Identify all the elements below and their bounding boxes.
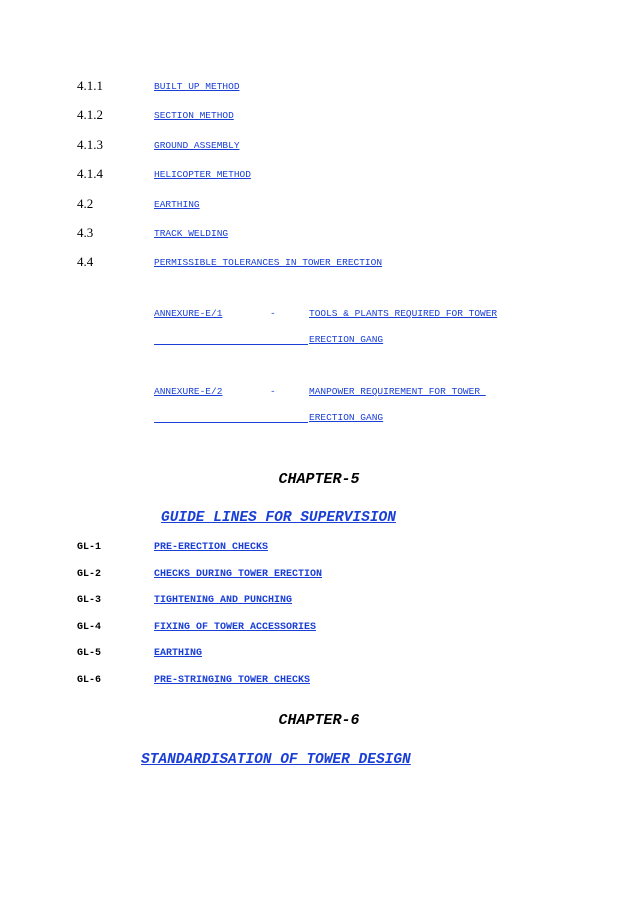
guideline-link[interactable]: EARTHING bbox=[154, 648, 203, 659]
section-number: 4.4 bbox=[77, 254, 94, 269]
annexure-dash: - bbox=[270, 386, 276, 397]
section-link[interactable]: PERMISSIBLE TOLERANCES IN TOWER ERECTION bbox=[154, 257, 383, 268]
guideline-link[interactable]: PRE-ERECTION CHECKS bbox=[154, 542, 269, 553]
section-link[interactable]: TRACK WELDING bbox=[154, 228, 229, 239]
toc-row bbox=[0, 225, 638, 245]
guideline-number: GL-1 bbox=[77, 542, 102, 553]
section-link[interactable]: EARTHING bbox=[154, 199, 200, 210]
section-number: 4.1.2 bbox=[77, 107, 103, 122]
guideline-number: GL-3 bbox=[77, 595, 102, 606]
annexure-dash: - bbox=[270, 308, 276, 319]
guideline-number: GL-2 bbox=[77, 569, 102, 580]
section-number: 4.3 bbox=[77, 225, 94, 240]
section-link[interactable]: BUILT UP METHOD bbox=[154, 81, 240, 92]
guideline-number: GL-6 bbox=[77, 675, 102, 686]
guideline-number: GL-4 bbox=[77, 622, 102, 633]
annexure-row bbox=[0, 308, 638, 328]
annexure-underline bbox=[154, 344, 308, 345]
chapter-heading: CHAPTER-5 bbox=[278, 471, 360, 488]
section-link[interactable]: GROUND ASSEMBLY bbox=[154, 140, 240, 151]
toc-row bbox=[0, 137, 638, 157]
guideline-row bbox=[0, 622, 638, 642]
section-link[interactable]: SECTION METHOD bbox=[154, 110, 234, 121]
annexure-title[interactable]: TOOLS & PLANTS REQUIRED FOR TOWER bbox=[309, 308, 498, 319]
toc-row bbox=[0, 107, 638, 127]
guideline-row bbox=[0, 542, 638, 562]
guideline-number: GL-5 bbox=[77, 648, 102, 659]
toc-row bbox=[0, 196, 638, 216]
annexure-label[interactable]: ANNEXURE-E/1 bbox=[154, 308, 223, 319]
annexure-title-continued[interactable]: ERECTION GANG bbox=[309, 334, 384, 345]
annexure-row bbox=[0, 386, 638, 406]
guideline-link[interactable]: FIXING OF TOWER ACCESSORIES bbox=[154, 622, 317, 633]
section-link[interactable]: HELICOPTER METHOD bbox=[154, 169, 251, 180]
guideline-row bbox=[0, 569, 638, 589]
annexure-row-continued bbox=[0, 412, 638, 432]
toc-row bbox=[0, 78, 638, 98]
section-number: 4.1.4 bbox=[77, 166, 103, 181]
section-number: 4.1.3 bbox=[77, 137, 103, 152]
toc-row bbox=[0, 254, 638, 274]
section-number: 4.2 bbox=[77, 196, 94, 211]
annexure-title-continued[interactable]: ERECTION GANG bbox=[309, 412, 384, 423]
guideline-link[interactable]: TIGHTENING AND PUNCHING bbox=[154, 595, 293, 606]
guideline-row bbox=[0, 675, 638, 695]
guideline-link[interactable]: CHECKS DURING TOWER ERECTION bbox=[154, 569, 323, 580]
toc-row bbox=[0, 166, 638, 186]
guideline-row bbox=[0, 595, 638, 615]
guideline-link[interactable]: PRE-STRINGING TOWER CHECKS bbox=[154, 675, 311, 686]
annexure-label[interactable]: ANNEXURE-E/2 bbox=[154, 386, 223, 397]
chapter-title-link[interactable]: GUIDE LINES FOR SUPERVISION bbox=[161, 510, 396, 526]
guideline-row bbox=[0, 648, 638, 668]
chapter-title-link[interactable]: STANDARDISATION OF TOWER DESIGN bbox=[141, 752, 411, 768]
annexure-row-continued bbox=[0, 334, 638, 354]
chapter-heading: CHAPTER-6 bbox=[278, 712, 360, 729]
annexure-title[interactable]: MANPOWER REQUIREMENT FOR TOWER bbox=[309, 386, 486, 397]
annexure-underline bbox=[154, 422, 308, 423]
section-number: 4.1.1 bbox=[77, 78, 103, 93]
